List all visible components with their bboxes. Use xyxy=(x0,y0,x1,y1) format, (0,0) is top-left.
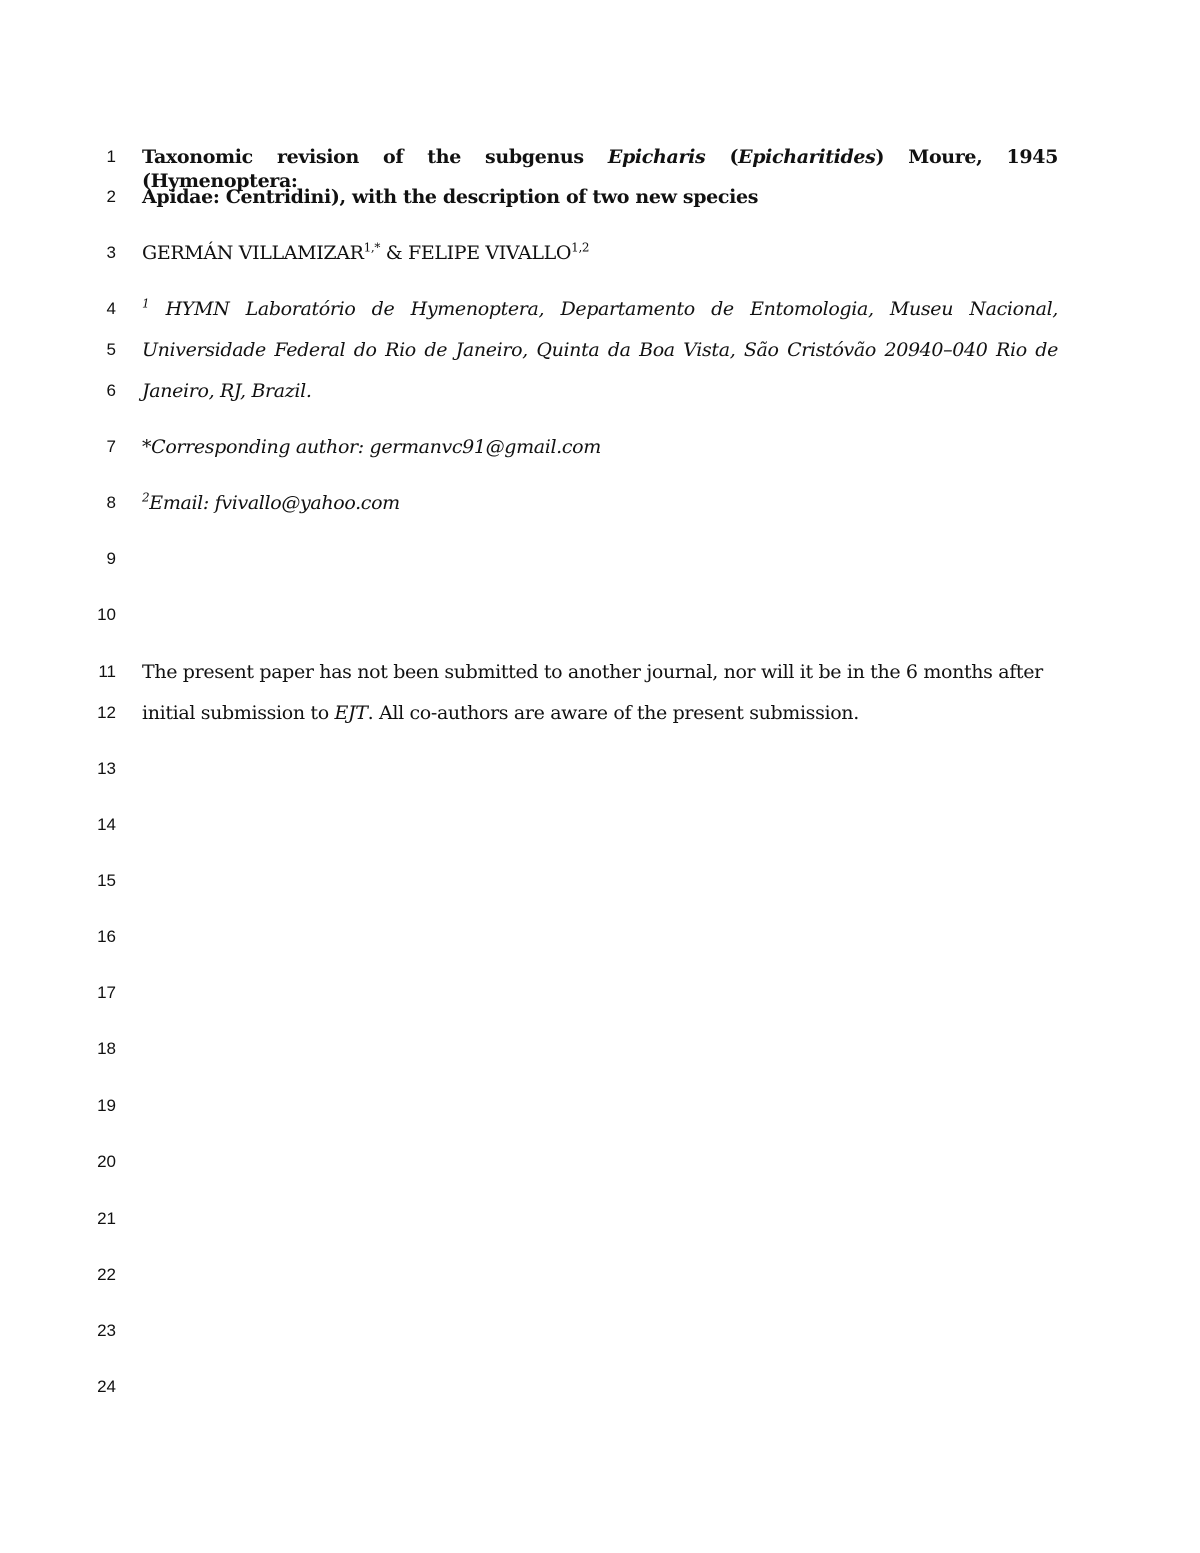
line-number: 3 xyxy=(106,243,116,262)
title-genus: Epicharis xyxy=(607,146,706,168)
affiliation-line-2: Universidade Federal do Rio de Janeiro, Quinta da Boa Vista, São Cristóvão 20940–040 Rio de xyxy=(142,339,1058,361)
line-number: 17 xyxy=(97,983,116,1002)
statement-text-pre: initial submission to xyxy=(142,702,335,724)
title-subgenus: Epicharitides xyxy=(738,146,876,168)
line-number: 18 xyxy=(97,1039,116,1058)
line-number: 4 xyxy=(106,299,116,318)
author-2-affiliation-marks: 1,2 xyxy=(571,240,590,255)
statement-line-1: The present paper has not been submitted to another journal, nor will it be in the 6 months after xyxy=(142,661,1043,683)
line-number: 6 xyxy=(106,381,116,400)
author-2: FELIPE VIVALLO xyxy=(407,242,572,264)
statement-line-2 xyxy=(142,701,1058,725)
line-number: 19 xyxy=(97,1096,116,1115)
author-1-affiliation-marks: 1,* xyxy=(363,240,381,255)
line-number: 12 xyxy=(97,703,116,722)
line-number: 5 xyxy=(106,340,116,359)
line-number: 1 xyxy=(106,147,116,166)
title-text-2: ( xyxy=(705,146,739,168)
title-text-3: ) Moure, 1945 (Hymenoptera: xyxy=(142,146,1058,192)
authors-line xyxy=(142,241,1058,265)
line-number: 20 xyxy=(97,1152,116,1171)
line-number: 22 xyxy=(97,1265,116,1284)
line-number: 13 xyxy=(97,759,116,778)
affiliation-marker: 1 xyxy=(142,296,150,311)
affiliation-text-1: HYMN Laboratório de Hymenoptera, Departamento de Entomologia, Museu Nacional, xyxy=(149,298,1058,320)
line-number: 16 xyxy=(97,927,116,946)
line-number: 11 xyxy=(98,662,116,681)
journal-name: EJT xyxy=(334,702,368,724)
line-number: 23 xyxy=(97,1321,116,1340)
title-text-1: Taxonomic revision of the subgenus xyxy=(142,146,608,168)
second-author-email xyxy=(142,491,1058,515)
affiliation-line-3: Janeiro, RJ, Brazil. xyxy=(142,380,312,402)
line-number: 8 xyxy=(106,493,116,512)
line-number: 21 xyxy=(97,1209,116,1228)
line-number: 14 xyxy=(97,815,116,834)
title-line-2: Apidae: Centridini), with the description of two new species xyxy=(142,186,759,208)
author-1: GERMÁN VILLAMIZAR xyxy=(142,242,364,264)
corresponding-author: *Corresponding author: germanvc91@gmail.com xyxy=(142,436,601,458)
line-number: 2 xyxy=(106,187,116,206)
line-number: 9 xyxy=(106,549,116,568)
statement-text-post: . All co-authors are aware of the present submission. xyxy=(367,702,859,724)
line-number: 10 xyxy=(97,605,116,624)
email-text: Email: fvivallo@yahoo.com xyxy=(149,492,400,514)
line-number: 7 xyxy=(106,437,116,456)
email-marker: 2 xyxy=(142,490,150,505)
line-number: 24 xyxy=(97,1377,116,1396)
author-separator: & xyxy=(380,242,408,264)
affiliation-line-1 xyxy=(142,297,1058,321)
line-number: 15 xyxy=(97,871,116,890)
